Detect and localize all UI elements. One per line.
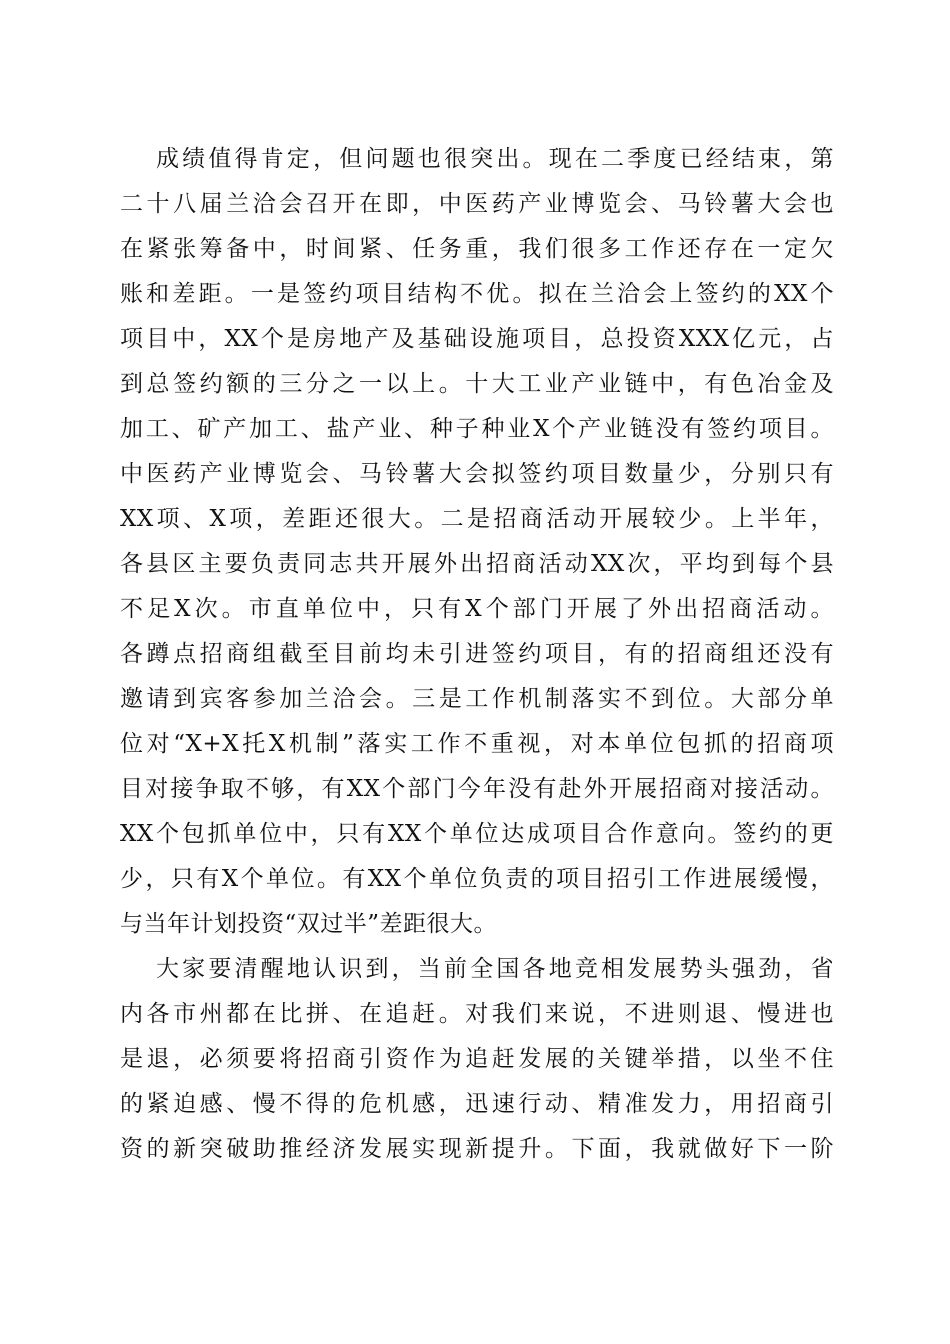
paragraph-2 [120,947,834,1172]
text-line: 账和差距。一是签约项目结构不优。拟在兰洽会上签约的XX个 [120,281,834,307]
text-line: 与当年计划投资“双过半”差距很大。 [120,911,498,937]
text-line: 加工、矿产加工、盐产业、种子种业X个产业链没有签约项目。 [120,416,834,442]
text-line: 是退，必须要将招商引资作为追赶发展的关键举措，以坐不住 [120,1046,834,1072]
paragraph-1 [120,137,834,947]
text-line: 各县区主要负责同志共开展外出招商活动XX次，平均到每个县 [120,551,834,577]
text-line: 项目中，XX个是房地产及基础设施项目，总投资XXX亿元，占 [120,326,834,352]
text-line: 成绩值得肯定，但问题也很突出。现在二季度已经结束，第 [156,146,834,172]
text-line: 二十八届兰洽会召开在即，中医药产业博览会、马铃薯大会也 [120,191,834,217]
text-line: 到总签约额的三分之一以上。十大工业产业链中，有色冶金及 [120,371,834,397]
text-line: 在紧张筹备中，时间紧、任务重，我们很多工作还存在一定欠 [120,236,834,262]
text-line: 内各市州都在比拼、在追赶。对我们来说，不进则退、慢进也 [120,1001,834,1027]
text-line: 中医药产业博览会、马铃薯大会拟签约项目数量少，分别只有 [120,461,834,487]
text-line: 大家要清醒地认识到，当前全国各地竞相发展势头强劲，省 [156,956,834,982]
text-line: XX项、X项，差距还很大。二是招商活动开展较少。上半年， [120,506,834,532]
text-line: XX个包抓单位中，只有XX个单位达成项目合作意向。签约的更 [120,821,834,847]
text-line: 不足X次。市直单位中，只有X个部门开展了外出招商活动。 [120,596,834,622]
text-line: 目对接争取不够，有XX个部门今年没有赴外开展招商对接活动。 [120,776,834,802]
text-line: 资的新突破助推经济发展实现新提升。下面，我就做好下一阶 [120,1136,834,1162]
text-line: 邀请到宾客参加兰洽会。三是工作机制落实不到位。大部分单 [120,686,834,712]
text-line: 少，只有X个单位。有XX个单位负责的项目招引工作进展缓慢， [120,866,834,892]
document-body [120,137,834,1172]
text-line: 各蹲点招商组截至目前均未引进签约项目，有的招商组还没有 [120,641,834,667]
text-line: 位对“X+X托X机制”落实工作不重视，对本单位包抓的招商项 [120,731,834,757]
text-line: 的紧迫感、慢不得的危机感，迅速行动、精准发力，用招商引 [120,1091,834,1117]
